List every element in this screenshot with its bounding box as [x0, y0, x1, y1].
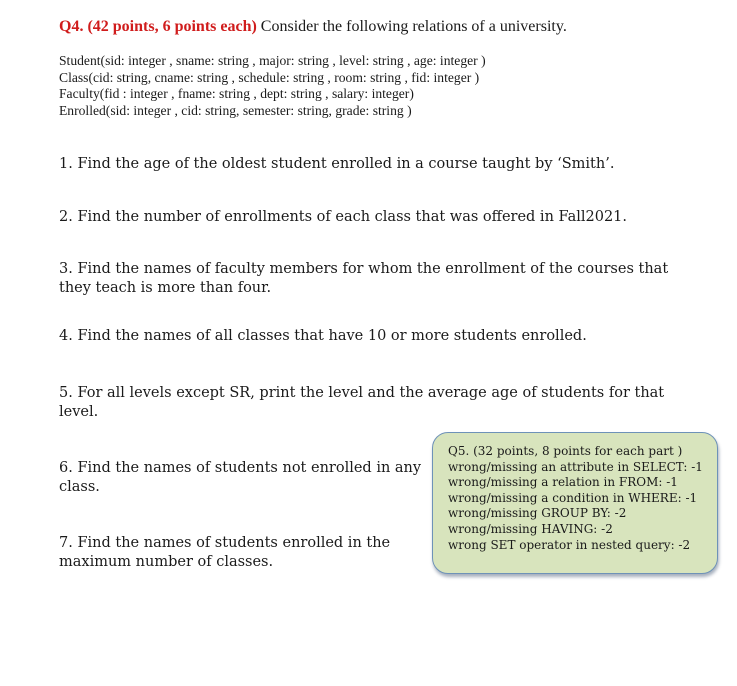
rubric-item: wrong/missing a relation in FROM: -1	[448, 475, 678, 490]
question-2	[59, 208, 627, 227]
schema-faculty: Faculty(fid : integer , fname: string , dept: string , salary: integer)	[59, 86, 414, 101]
question-1-line-1: 1. Find the age of the oldest student enrolled in a course taught by ‘Smith’.	[59, 156, 615, 172]
question-4-intro: Consider the following relations of a university.	[256, 18, 567, 35]
question-4	[59, 327, 587, 346]
question-4-line-1: 4. Find the names of all classes that have 10 or more students enrolled.	[59, 328, 587, 344]
question-7-line-2: maximum number of classes.	[59, 554, 274, 570]
question-4-heading	[59, 17, 567, 37]
question-5	[59, 384, 664, 422]
question-6-line-1: 6. Find the names of students not enrolled in any	[59, 460, 422, 476]
question-3	[59, 260, 668, 298]
question-5-line-1: 5. For all levels except SR, print the level and the average age of students for that	[59, 385, 665, 401]
question-4-points-label: Q4. (42 points, 6 points each)	[59, 18, 257, 35]
rubric-title: Q5. (32 points, 8 points for each part )	[448, 444, 683, 458]
question-6-line-2: class.	[59, 479, 100, 495]
relation-schema	[59, 53, 486, 119]
rubric-item: wrong/missing a condition in WHERE: -1	[448, 490, 698, 505]
question-1	[59, 155, 614, 174]
question-7-line-1: 7. Find the names of students enrolled in the	[59, 535, 391, 551]
question-3-line-1: 3. Find the names of faculty members for whom the enrollment of the courses that	[59, 261, 669, 277]
question-2-line-1: 2. Find the number of enrollments of each class that was offered in Fall2021.	[59, 209, 628, 225]
question-6	[59, 459, 421, 497]
question-3-line-2: they teach is more than four.	[59, 280, 272, 296]
grading-rubric-callout	[432, 432, 718, 574]
question-5-line-2: level.	[59, 404, 99, 420]
schema-student: Student(sid: integer , sname: string , major: string , level: string , age: integer )	[59, 53, 486, 68]
rubric-item: wrong/missing GROUP BY: -2	[448, 506, 627, 521]
rubric-item: wrong SET operator in nested query: -2	[448, 537, 691, 552]
rubric-item: wrong/missing an attribute in SELECT: -1	[448, 459, 703, 474]
rubric-item: wrong/missing HAVING: -2	[448, 521, 613, 536]
schema-class: Class(cid: string, cname: string , schedule: string , room: string , fid: integer )	[59, 69, 480, 85]
schema-enrolled: Enrolled(sid: integer , cid: string, semester: string, grade: string )	[59, 102, 412, 118]
question-7	[59, 534, 390, 572]
